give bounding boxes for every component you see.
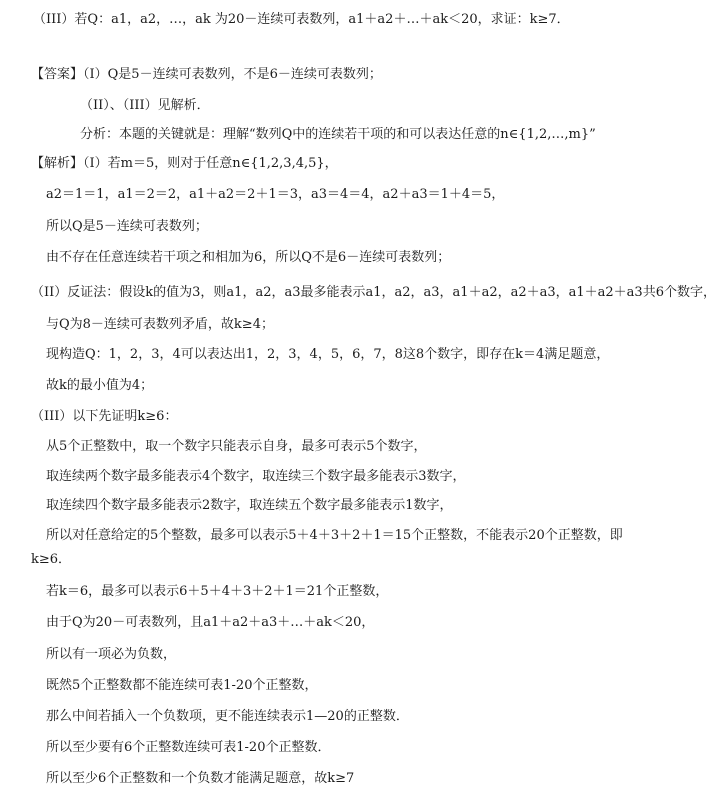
solution-part-2-construction: 现构造Q：1，2，3，4可以表达出1，2，3，4，5，6，7，8这8个数字，即存在k＝4满足题意， xyxy=(46,347,610,362)
solution-part-2-result: 故k的最小值为4； xyxy=(46,378,154,393)
solution-part-3-step-3: 取连续四个数字最多能表示2数字，取连续五个数字最多能表示1数字， xyxy=(46,498,453,513)
solution-part-3-step-1: 从5个正整数中，取一个数字只能表示自身，最多可表示5个数字， xyxy=(46,439,427,454)
solution-part-3-negative-term: 所以有一项必为负数， xyxy=(46,647,177,662)
solution-part-2-bound: 与Q为8－连续可表数列矛盾，故k≥4； xyxy=(46,317,274,332)
solution-part-1-sums: a2＝1＝1，a1＝2＝2，a1＋a2＝2＋1＝3，a3＝4＝4，a2＋a3＝1＋4＝5， xyxy=(46,187,505,202)
solution-part-3-step-2: 取连续两个数字最多能表示4个数字，取连续三个数字最多能表示3数字， xyxy=(46,469,466,484)
solution-part-3-step-4-cont: k≥6． xyxy=(31,552,72,567)
problem-part-3: （III）若Q：a1，a2，…，ak 为20－连续可表数列，a1＋a2＋…＋ak＜20，求证：k≥7． xyxy=(33,12,570,27)
solution-part-3-insert-negative: 那么中间若插入一个负数项，更不能连续表示1—20的正整数． xyxy=(46,709,409,724)
solution-part-1-conclusion-b: 由不存在任意连续若干项之和相加为6，所以Q不是6－连续可表数列； xyxy=(46,250,451,265)
solution-part-3-step-4: 所以对任意给定的5个整数，最多可以表示5＋4＋3＋2＋1＝15个正整数，不能表示20个正整数，即 xyxy=(46,528,623,543)
solution-part-3-five-positive: 既然5个正整数都不能连续可表1-20个正整数， xyxy=(46,678,318,693)
solution-part-3-final: 所以至少6个正整数和一个负数才能满足题意，故k≥7 xyxy=(46,771,355,786)
solution-part-3-sum-constraint: 由于Q为20－可表数列，且a1＋a2＋a3＋…＋ak＜20， xyxy=(46,615,375,630)
answer-part-2-3: （II）、（III）见解析． xyxy=(80,98,210,113)
solution-part-2-contradiction: （II）反证法：假设k的值为3，则a1，a2，a3最多能表示a1，a2，a3，a1＋a2，a2＋a3，a1＋a2＋a3共6个数字， xyxy=(31,285,716,300)
solution-part-1-conclusion-a: 所以Q是5－连续可表数列； xyxy=(46,219,208,234)
solution-part-3-case-k6: 若k＝6，最多可以表示6＋5＋4＋3＋2＋1＝21个正整数， xyxy=(46,584,389,599)
solution-part-3-six-positive: 所以至少要有6个正整数连续可表1-20个正整数． xyxy=(46,740,331,755)
solution-part-1-intro: 【解析】（I）若m＝5，则对于任意n∈{1,2,3,4,5}， xyxy=(31,156,338,171)
answer-part-1: 【答案】（I）Q是5－连续可表数列，不是6－连续可表数列； xyxy=(31,67,382,82)
analysis-line: 分析：本题的关键就是：理解“数列Q中的连续若干项的和可以表达任意的n∈{1,2,…,m}” xyxy=(80,127,596,142)
solution-part-3-intro: （III）以下先证明k≥6： xyxy=(31,409,178,424)
